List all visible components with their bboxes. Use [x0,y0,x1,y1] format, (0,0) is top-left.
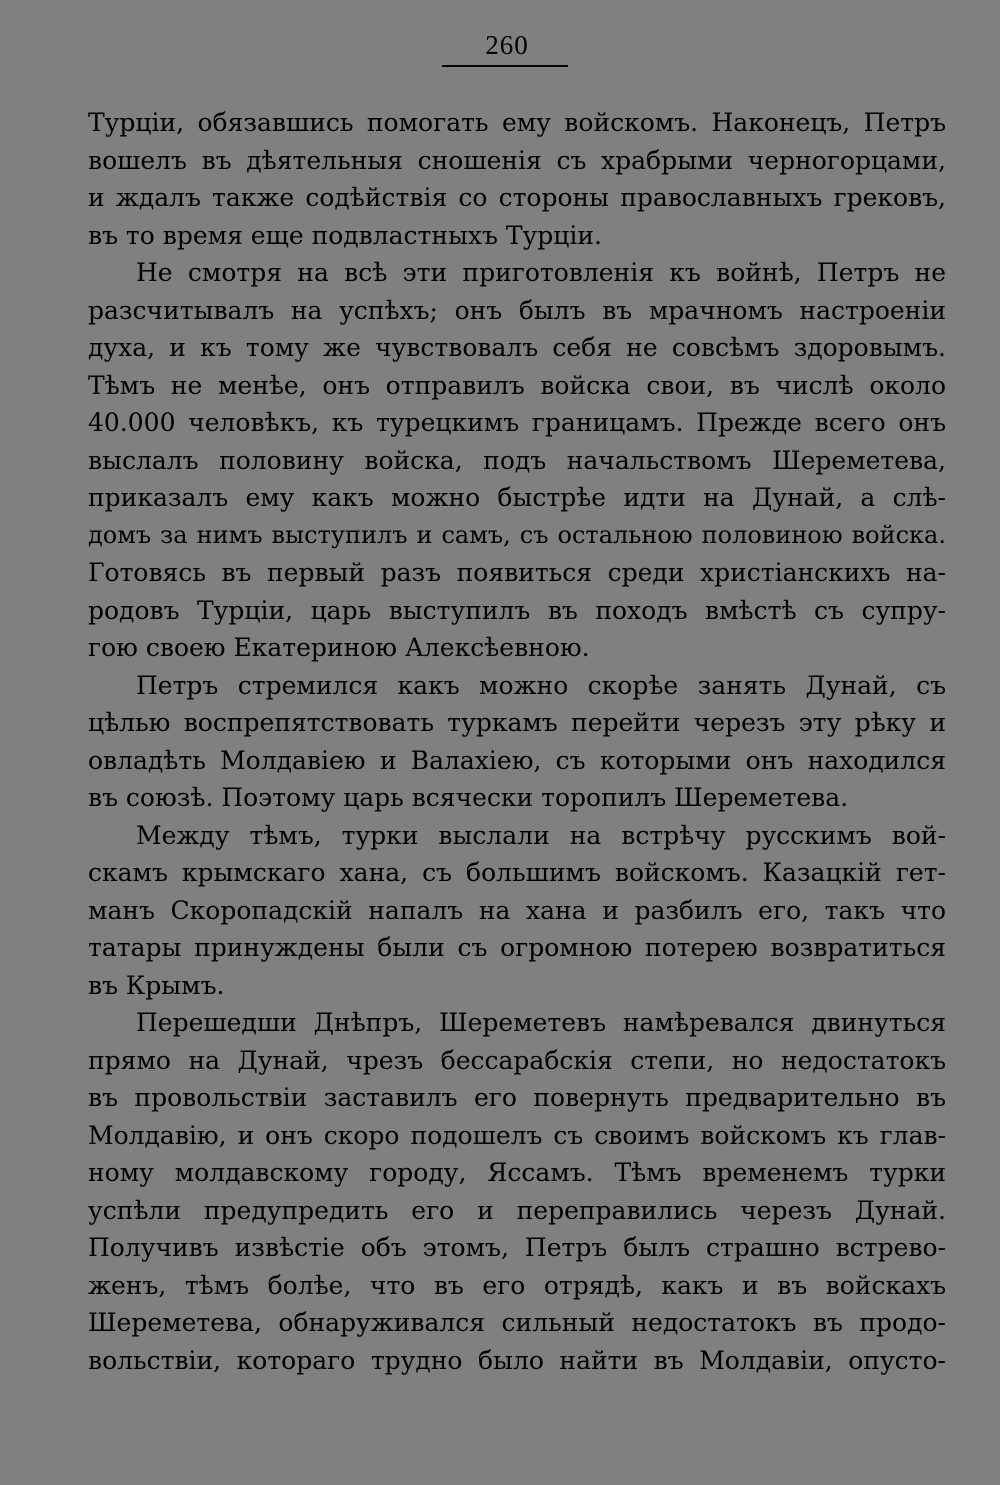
text-line: Получивъ извѣстіе объ этомъ, Петръ былъ страшно встрево- [88,1233,946,1262]
text-line: Тѣмъ не менѣе, онъ отправилъ войска свои, въ числѣ около [88,370,946,400]
page-header [0,30,1000,60]
header-rule [442,65,568,67]
text-line: въ Крымъ. [88,970,225,1000]
text-line: Петръ стремился какъ можно скорѣе занять Дунай, съ [136,670,946,700]
text-line: приказалъ ему какъ можно быстрѣе идти на Дунай, а слѣ- [88,483,946,512]
text-line: вошелъ въ дѣятельныя сношенія съ храбрыми черногорцами, [88,145,946,175]
text-line: овладѣть Молдавіею и Валахіею, съ которыми онъ находился [88,745,946,775]
text-line: женъ, тѣмъ болѣе, что въ его отрядѣ, какъ и въ войскахъ [88,1270,946,1300]
text-line: гою своею Екатериною Алексѣевною. [88,633,590,662]
text-line: Шереметева, обнаруживался сильный недостатокъ въ продо- [88,1308,946,1337]
text-line: Не смотря на всѣ эти приготовленія къ войнѣ, Петръ не [136,258,946,287]
text-line: Молдавію, и онъ скоро подошелъ съ своимъ войскомъ къ глав- [88,1120,946,1150]
page-number: 260 [485,30,529,60]
text-line: вольствіи, котораго трудно было найти въ Молдавіи, опусто- [88,1345,946,1375]
text-line: успѣли предупредить его и переправились черезъ Дунай. [88,1195,946,1225]
text-line: 40.000 человѣкъ, къ турецкимъ границамъ. Прежде всего онъ [88,408,946,437]
text-line: Перешедши Днѣпръ, Шереметевъ намѣревался двинуться [136,1008,946,1037]
text-line: духа, и къ тому же чувствовалъ себя не совсѣмъ здоровымъ. [88,333,946,362]
text-line: Готовясь въ первый разъ появиться среди христіанскихъ на- [88,558,946,587]
text-line: Турціи, обязавшись помогать ему войскомъ. Наконецъ, Петръ [88,108,946,137]
text-line: и ждалъ также содѣйствія со стороны православныхъ грековъ, [88,183,946,212]
text-line: прямо на Дунай, чрезъ бессарабскія степи, но недостатокъ [88,1045,946,1075]
text-line: въ то время еще подвластныхъ Турціи. [88,220,602,250]
text-line: цѣлью воспрепятствовать туркамъ перейти черезъ эту рѣку и [88,708,946,737]
text-line: родовъ Турціи, царь выступилъ въ походъ вмѣстѣ съ супру- [88,595,946,625]
text-line: домъ за нимъ выступилъ и самъ, съ остальною половиною войска. [88,520,946,549]
body-text [88,104,946,1379]
text-line: Между тѣмъ, турки выслали на встрѣчу русскимъ вой- [136,820,946,850]
text-line: скамъ крымскаго хана, съ большимъ войскомъ. Казацкій гет- [88,858,946,887]
text-line: татары принуждены были съ огромною потерею возвратиться [88,933,946,962]
text-line: манъ Скоропадскій напалъ на хана и разбилъ его, такъ что [88,895,946,925]
text-line: выслалъ половину войска, подъ начальствомъ Шереметева, [88,445,946,475]
text-line: разсчитывалъ на успѣхъ; онъ былъ въ мрачномъ настроеніи [88,295,946,325]
text-line: въ союзѣ. Поэтому царь всячески торопилъ Шереметева. [88,783,849,812]
text-line: ному молдавскому городу, Яссамъ. Тѣмъ временемъ турки [88,1158,946,1187]
text-line: въ провольствіи заставилъ его повернуть предварительно въ [88,1083,946,1112]
